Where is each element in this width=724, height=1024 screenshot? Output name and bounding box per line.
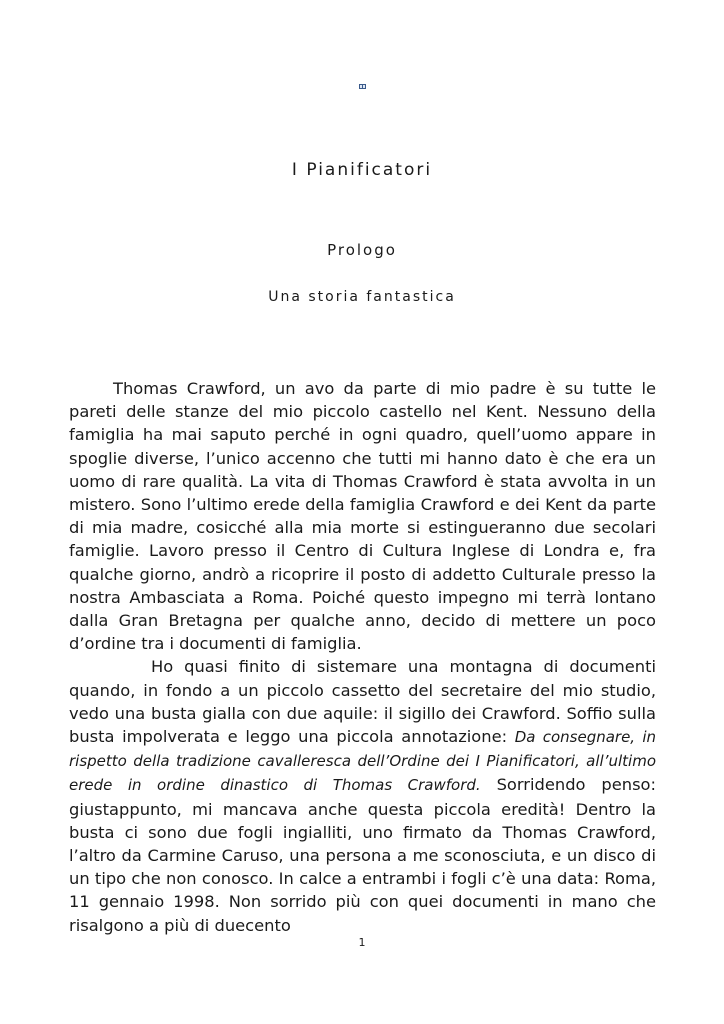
header-anchor-icon: [359, 84, 366, 89]
envelope-annotation: Da consegnare, in rispetto della tradizione cavalleresca dell’Ordine dei I Pianificatori, all’ultimo erede in ordine dinastico di Thomas Crawford.: [69, 728, 656, 795]
paragraph-1: Thomas Crawford, un avo da parte di mio padre è su tutte le pareti delle stanze del mio piccolo castello nel Kent. Nessuno della famiglia ha mai saputo perché in ogni quadro, quell’uomo appare in spoglie diverse, l’unico accenno che tutti mi hanno dato è che era un uomo di rare qualità. La vita di Thomas Crawford è stata avvolta in un mistero. Sono l’ultimo erede della famiglia Crawford e dei Kent da parte di mia madre, cosicché alla mia morte si estingueranno due secolari famiglie. Lavoro presso il Centro di Cultura Inglese di Londra e, fra qualche giorno, andrò a ricoprire il posto di addetto Culturale presso la nostra Ambasciata a Roma. Poiché questo impegno mi terrà lontano dalla Gran Bretagna per qualche anno, decido di mettere un poco d’ordine tra i documenti di famiglia.: [69, 379, 656, 654]
paragraph-2-end: Sorridendo penso: giustappunto, mi mancava anche questa piccola eredità! Dentro la busta ci sono due fogli ingialliti, uno firmato da Thomas Crawford, l’altro da Carmine Caruso, una persona a me sconosciuta, e un disco di un tipo che non conosco. In calce a entrambi i fogli c’è una data: Roma, 11 gennaio 1998. Non sorrido più con quei documenti in mano che risalgono a più di duecento: [69, 775, 656, 935]
page-number: 1: [358, 936, 366, 949]
paragraph-2: [69, 655, 656, 936]
chapter-heading: Una storia fantastica: [268, 289, 456, 305]
body-text: [69, 377, 656, 937]
section-heading: Prologo: [327, 241, 397, 259]
paragraph-2-start: Ho quasi finito di sistemare una montagna di documenti quando, in fondo a un piccolo cassetto del secretaire del mio studio, vedo una busta gialla con due aquile: il sigillo dei Crawford. Soffio sulla busta impolverata e leggo una piccola annotazione:: [69, 657, 656, 747]
document-title: I Pianificatori: [291, 160, 433, 180]
